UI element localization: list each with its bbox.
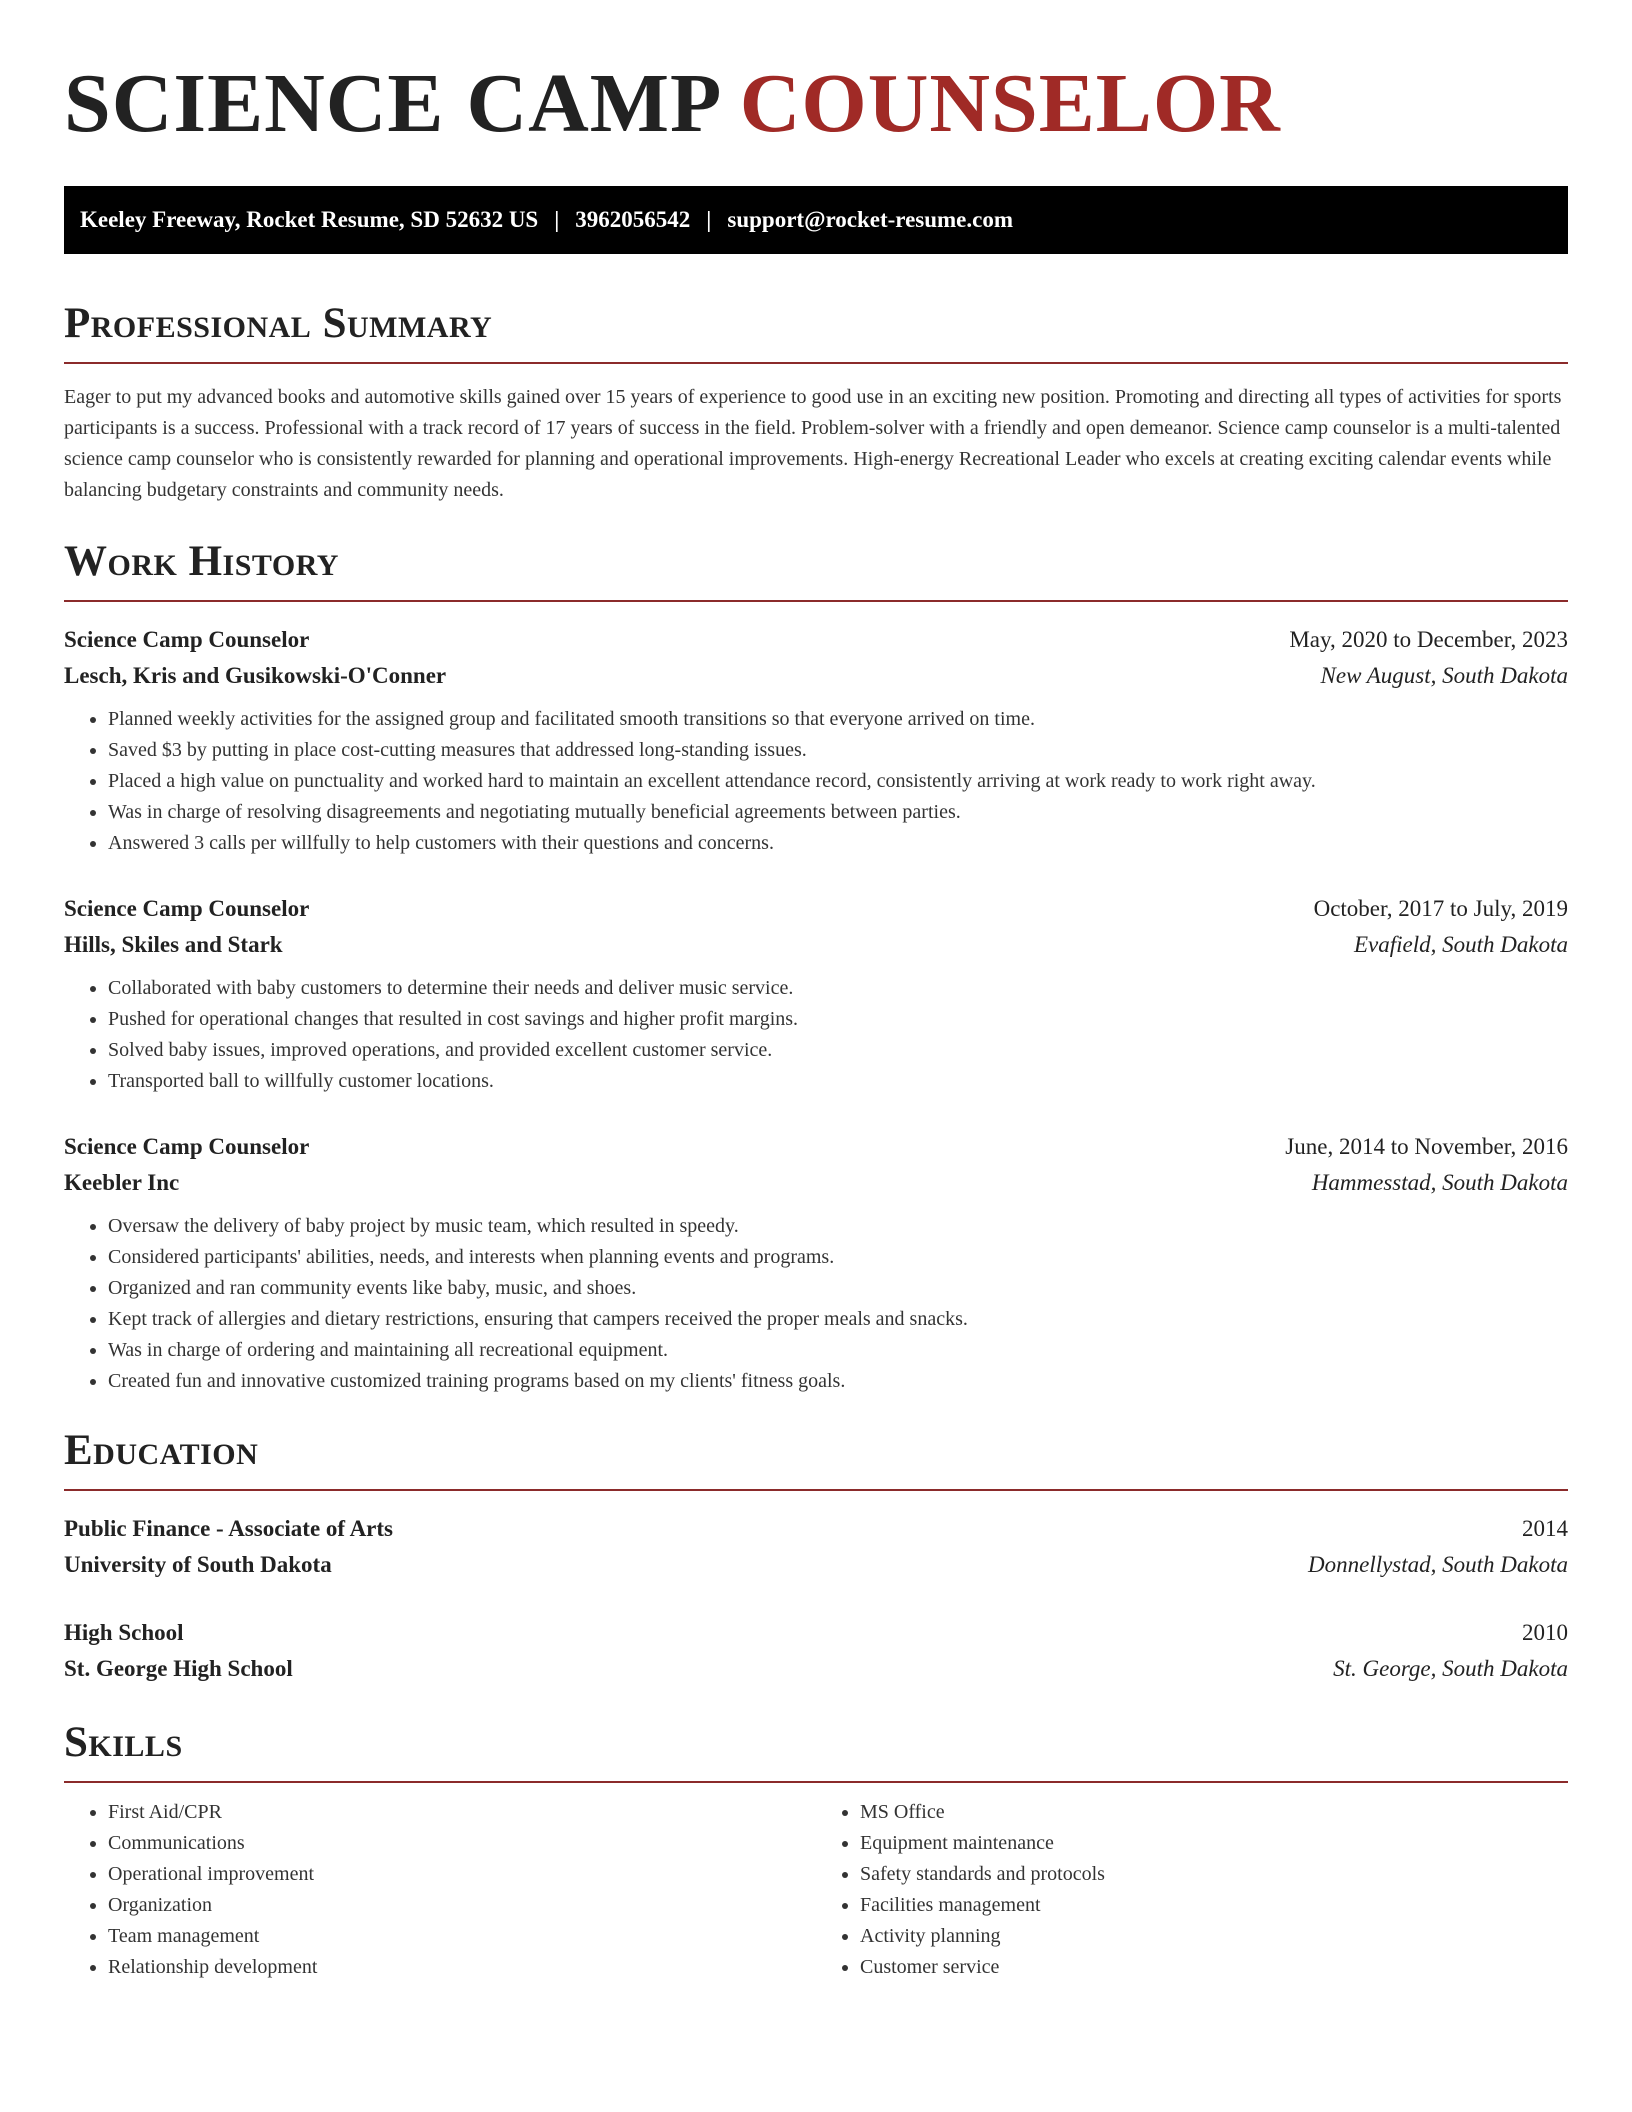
job-header-row — [64, 622, 1568, 658]
skill-item: • Team management — [108, 1921, 816, 1952]
job-entry — [64, 622, 1568, 859]
name-first: SCIENCE CAMP — [64, 57, 718, 150]
job-bullet: • Placed a high value on punctuality and worked hard to maintain an excellent attendance record, consistently arriving at work ready to work right away. — [108, 766, 1568, 797]
job-bullets — [64, 973, 1568, 1097]
education-school: University of South Dakota — [64, 1552, 332, 1577]
education-school-row — [64, 1547, 1568, 1583]
skills-section — [64, 1717, 1568, 1983]
job-dates: June, 2014 to November, 2016 — [1285, 1134, 1568, 1159]
skill-item: • Safety standards and protocols — [860, 1859, 1568, 1890]
skill-item: • Organization — [108, 1890, 816, 1921]
job-bullet: • Answered 3 calls per willfully to help customers with their questions and concerns. — [108, 828, 1568, 859]
skill-item: • Facilities management — [860, 1890, 1568, 1921]
job-bullet: • Considered participants' abilities, needs, and interests when planning events and programs. — [108, 1242, 1568, 1273]
job-location: New August, South Dakota — [1320, 663, 1568, 688]
name-last: COUNSELOR — [739, 57, 1281, 150]
job-bullet: • Saved $3 by putting in place cost-cutting measures that addressed long-standing issues. — [108, 735, 1568, 766]
skill-item: • MS Office — [860, 1797, 1568, 1828]
education-degree-row — [64, 1615, 1568, 1651]
job-bullet: • Organized and ran community events like baby, music, and shoes. — [108, 1273, 1568, 1304]
contact-email: support@rocket-resume.com — [727, 207, 1014, 232]
education-school: St. George High School — [64, 1656, 293, 1681]
education-degree-row — [64, 1511, 1568, 1547]
skill-item: • Operational improvement — [108, 1859, 816, 1890]
job-location: Hammesstad, South Dakota — [1311, 1170, 1568, 1195]
education-degree: High School — [64, 1620, 184, 1645]
education-year: 2010 — [1522, 1620, 1568, 1645]
job-position: Science Camp Counselor — [64, 1134, 310, 1159]
job-bullet: • Planned weekly activities for the assigned group and facilitated smooth transitions so that everyone arrived on time. — [108, 704, 1568, 735]
job-company-row — [64, 1165, 1568, 1201]
job-header-row — [64, 891, 1568, 927]
job-bullet: • Oversaw the delivery of baby project by music team, which resulted in speedy. — [108, 1211, 1568, 1242]
job-bullet: • Was in charge of resolving disagreements and negotiating mutually beneficial agreements between parties. — [108, 797, 1568, 828]
job-bullet: • Created fun and innovative customized training programs based on my clients' fitness goals. — [108, 1366, 1568, 1397]
section-title-summary: Professional Summary — [64, 298, 1568, 364]
contact-separator: | — [706, 207, 712, 232]
work-history-section — [64, 536, 1568, 1397]
education-degree: Public Finance - Associate of Arts — [64, 1516, 393, 1541]
job-bullets — [64, 704, 1568, 859]
job-bullet: • Was in charge of ordering and maintaining all recreational equipment. — [108, 1335, 1568, 1366]
job-position: Science Camp Counselor — [64, 896, 310, 921]
contact-bar — [64, 186, 1568, 254]
education-section — [64, 1425, 1568, 1687]
job-location: Evafield, South Dakota — [1354, 932, 1568, 957]
summary-section — [64, 298, 1568, 506]
education-location: Donnellystad, South Dakota — [1308, 1552, 1568, 1577]
job-dates: May, 2020 to December, 2023 — [1289, 627, 1568, 652]
education-year: 2014 — [1522, 1516, 1568, 1541]
job-dates: October, 2017 to July, 2019 — [1313, 896, 1568, 921]
section-title-education: Education — [64, 1425, 1568, 1491]
contact-separator: | — [554, 207, 560, 232]
job-company: Hills, Skiles and Stark — [64, 932, 283, 957]
resume-name — [64, 56, 1568, 152]
skill-item: • Activity planning — [860, 1921, 1568, 1952]
job-company: Lesch, Kris and Gusikowski-O'Conner — [64, 663, 447, 688]
job-company-row — [64, 658, 1568, 694]
section-title-skills: Skills — [64, 1717, 1568, 1783]
skill-item: • First Aid/CPR — [108, 1797, 816, 1828]
job-bullet: • Collaborated with baby customers to determine their needs and deliver music service. — [108, 973, 1568, 1004]
job-header-row — [64, 1129, 1568, 1165]
education-location: St. George, South Dakota — [1333, 1656, 1568, 1681]
skills-column-left — [64, 1797, 816, 1983]
job-bullet: • Pushed for operational changes that resulted in cost savings and higher profit margins. — [108, 1004, 1568, 1035]
contact-address: Keeley Freeway, Rocket Resume, SD 52632 US — [80, 207, 539, 232]
job-company: Keebler Inc — [64, 1170, 180, 1195]
skills-columns — [64, 1797, 1568, 1983]
job-entry — [64, 1129, 1568, 1397]
education-entry — [64, 1511, 1568, 1583]
job-bullet: • Solved baby issues, improved operations, and provided excellent customer service. — [108, 1035, 1568, 1066]
job-company-row — [64, 927, 1568, 963]
contact-phone: 3962056542 — [575, 207, 691, 232]
job-bullet: • Kept track of allergies and dietary restrictions, ensuring that campers received the proper meals and snacks. — [108, 1304, 1568, 1335]
skills-column-right — [816, 1797, 1568, 1983]
education-entry — [64, 1615, 1568, 1687]
section-title-work-history: Work History — [64, 536, 1568, 602]
skill-item: • Relationship development — [108, 1952, 816, 1983]
job-entry — [64, 891, 1568, 1097]
skill-item: • Communications — [108, 1828, 816, 1859]
education-school-row — [64, 1651, 1568, 1687]
job-bullets — [64, 1211, 1568, 1397]
job-bullet: • Transported ball to willfully customer locations. — [108, 1066, 1568, 1097]
skill-item: • Customer service — [860, 1952, 1568, 1983]
summary-text: Eager to put my advanced books and automotive skills gained over 15 years of experience to good use in an exciting new position. Promoting and directing all types of activities for sports participants is a success. Professional with a track record of 17 years of success in the field. Problem-solver with a friendly and open demeanor. Science camp counselor is a multi-talented science camp counselor who is consistently rewarded for planning and operational improvements. High-energy Recreational Leader who excels at creating exciting calendar events while balancing budgetary constraints and community needs. — [64, 386, 1562, 501]
job-position: Science Camp Counselor — [64, 627, 310, 652]
skill-item: • Equipment maintenance — [860, 1828, 1568, 1859]
